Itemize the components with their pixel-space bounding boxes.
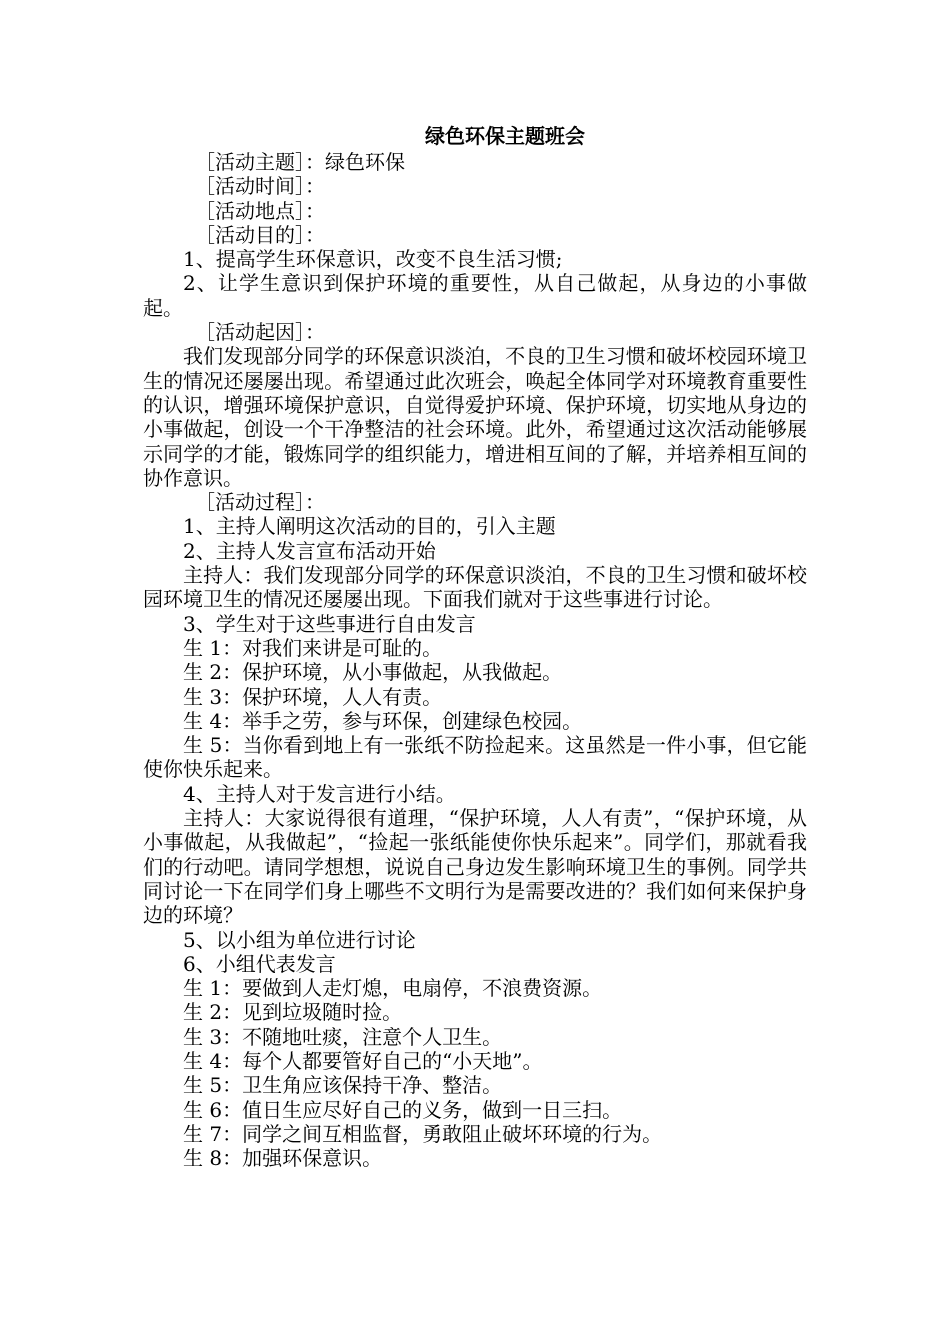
body-paragraph: 1、主持人阐明这次活动的目的，引入主题 [183,514,556,539]
body-paragraph: 2、让学生意识到保护环境的重要性，从自己做起，从身边的小事做起。 [143,271,807,320]
body-paragraph: 生 6：值日生应尽好自己的义务，做到一日三扫。 [183,1097,623,1122]
document-page [143,122,807,1170]
body-paragraph: 3、学生对于这些事进行自由发言 [183,611,476,636]
section-heading: ［活动主题］：绿色环保 [195,150,405,174]
section-heading: ［活动目的］： [195,222,325,247]
body-paragraph: 5、以小组为单位进行讨论 [183,927,416,952]
body-paragraph: 我们发现部分同学的环保意识淡泊，不良的卫生习惯和破坏校园环境卫生的情况还屡屡出现。希望通过此次班会，唤起全体同学对环境教育重要性的认识，增强环境保护意识，自觉得爱护环境、保护环境，切实地从身边的小事做起，创设一个干净整洁的社会环境。此外，希望通过这次活动能够展示同学的才能，锻炼同学的组织能力，增进相互间的了解，并培养相互间的协作意识。 [143,344,807,490]
body-paragraph: 生 4：每个人都要管好自己的“小天地”。 [183,1048,543,1073]
body-paragraph: 生 8：加强环保意识。 [183,1146,383,1171]
body-paragraph: 生 1：对我们来讲是可耻的。 [183,635,443,660]
document-title: 绿色环保主题班会 [425,124,585,148]
body-paragraph: 生 1：要做到人走灯熄，电扇停，不浪费资源。 [183,976,603,1001]
body-paragraph: 生 2：见到垃圾随时捡。 [183,1000,403,1025]
body-paragraph: 主持人：我们发现部分同学的环保意识淡泊，不良的卫生习惯和破坏校园环境卫生的情况还屡屡出现。下面我们就对于这些事进行讨论。 [143,563,807,612]
body-paragraph: 6、小组代表发言 [183,951,336,976]
body-paragraph: 生 3：不随地吐痰，注意个人卫生。 [183,1024,503,1049]
body-paragraph: 1、提高学生环保意识，改变不良生活习惯; [183,247,563,272]
body-paragraph: 生 7：同学之间互相监督，勇敢阻止破坏环境的行为。 [183,1121,663,1146]
body-paragraph: 生 2：保护环境，从小事做起，从我做起。 [183,660,563,685]
body-paragraph: 生 5：卫生角应该保持干净、整洁。 [183,1073,503,1098]
section-heading: ［活动时间］： [195,174,325,199]
body-paragraph: 生 3：保护环境，人人有责。 [183,684,443,709]
section-heading: ［活动过程］： [195,490,325,515]
body-paragraph: 生 5：当你看到地上有一张纸不防捡起来。这虽然是一件小事，但它能使你快乐起来。 [143,733,807,782]
body-paragraph: 生 4：举手之劳，参与环保，创建绿色校园。 [183,708,583,733]
body-paragraph: 2、主持人发言宣布活动开始 [183,538,436,563]
section-heading: ［活动地点］： [195,198,325,223]
body-paragraph: 4、主持人对于发言进行小结。 [183,781,456,806]
body-paragraph: 主持人：大家说得很有道理，“保护环境，人人有责”，“保护环境，从小事做起，从我做起”，“捡起一张纸能使你快乐起来”。同学们，那就看我们的行动吧。请同学想想，说说自己身边发生影响环境卫生的事例。同学共同讨论一下在同学们身上哪些不文明行为是需要改进的？我们如何来保护身边的环境？ [143,806,807,928]
section-heading: ［活动起因］： [195,320,325,345]
document-body [143,150,807,1170]
